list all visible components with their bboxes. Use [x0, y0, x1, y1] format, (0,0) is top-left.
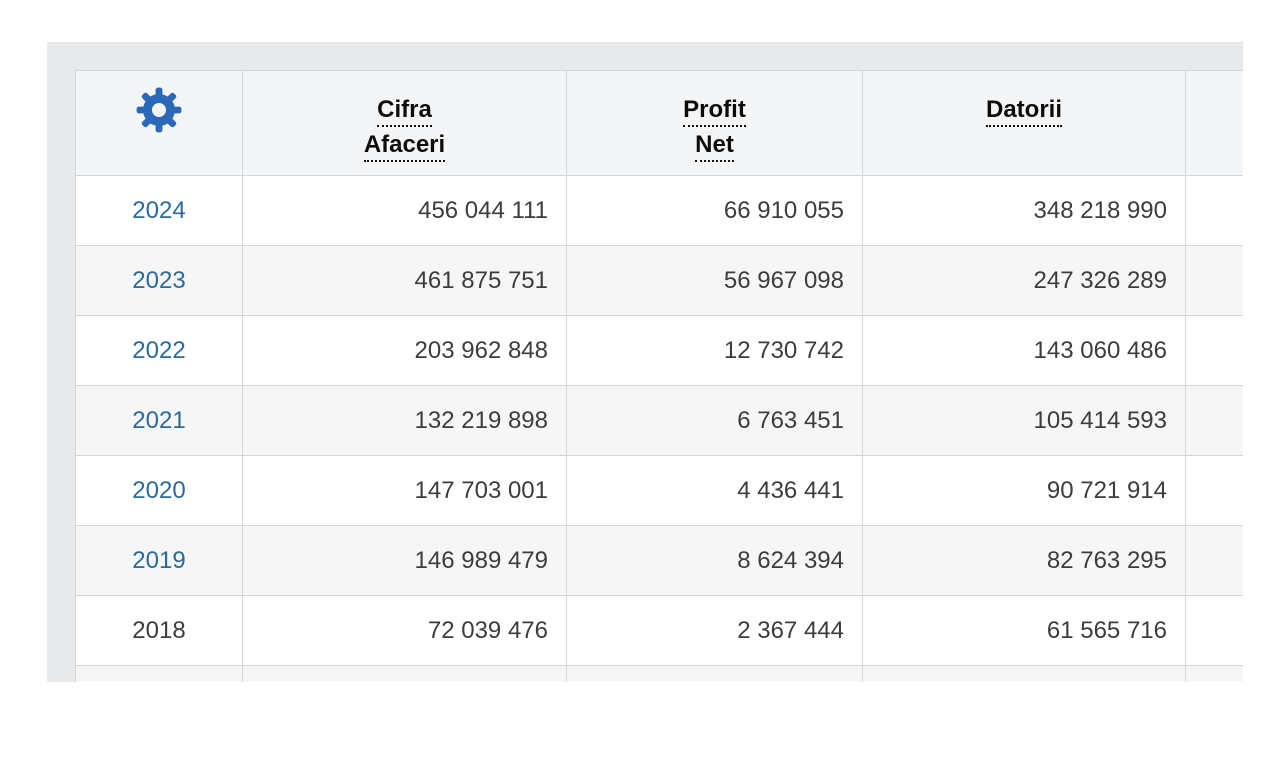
extra-value: [1186, 526, 1244, 596]
cell-value: 66 910 055: [723, 196, 844, 224]
table-row: [76, 456, 1244, 526]
cell-value: 8 624 394: [737, 546, 844, 574]
year-link[interactable]: 2024: [132, 196, 186, 224]
cell-value: 12 730 742: [723, 336, 844, 364]
column-header-datorii[interactable]: [863, 71, 1186, 176]
profit_net-value: [567, 526, 863, 596]
cell-value: 203 962 848: [414, 336, 548, 364]
cell-value: 90 721 914: [1046, 476, 1167, 504]
extra-value: [1186, 246, 1244, 316]
datorii-value: [863, 246, 1186, 316]
table-row: [76, 596, 1244, 666]
cell-value: 147 703 001: [414, 476, 548, 504]
year-cell: [76, 526, 243, 596]
financials-table: [75, 70, 1243, 682]
cell-value: 146 989 479: [414, 546, 548, 574]
extra-value: [1186, 386, 1244, 456]
content-panel: [47, 42, 1243, 682]
table-row: [76, 526, 1244, 596]
year-cell: [76, 176, 243, 246]
datorii-value: [863, 526, 1186, 596]
year-link[interactable]: 2022: [132, 336, 186, 364]
header-label-line: Datorii: [864, 92, 1184, 127]
profit_net-value: [567, 176, 863, 246]
cell-value: 247 326 289: [1033, 266, 1167, 294]
profit_net-value: [567, 386, 863, 456]
table-row-partial: [76, 666, 1244, 683]
cell-value: 2 367 444: [737, 616, 844, 644]
year-cell: [76, 246, 243, 316]
cifra_afaceri-value: [243, 246, 567, 316]
cell-value: 61 565 716: [1046, 616, 1167, 644]
cell-value: 56 967 098: [723, 266, 844, 294]
column-header-cifra_afaceri[interactable]: [243, 71, 567, 176]
cell-value: 461 875 751: [414, 266, 548, 294]
year-link[interactable]: 2021: [132, 406, 186, 434]
cifra_afaceri-value: [243, 596, 567, 666]
datorii-value: [863, 456, 1186, 526]
cell-value: 456 044 111: [418, 196, 548, 224]
column-header-profit_net[interactable]: [567, 71, 863, 176]
cifra_afaceri-value: [243, 386, 567, 456]
cell-value: 82 763 295: [1046, 546, 1167, 574]
cell-value: 132 219 898: [414, 406, 548, 434]
cell-value: 72 039 476: [427, 616, 548, 644]
profit_net-value: [567, 456, 863, 526]
table-header-row: [76, 71, 1244, 176]
extra-value: [1186, 176, 1244, 246]
table-row: [76, 176, 1244, 246]
cell-value: 143 060 486: [1033, 336, 1167, 364]
table-row: [76, 246, 1244, 316]
header-label-line: Profit: [568, 92, 861, 127]
column-header-year[interactable]: [76, 71, 243, 176]
table-body: [76, 176, 1244, 683]
empty-cell: [1186, 666, 1244, 683]
year-link[interactable]: 2020: [132, 476, 186, 504]
year-cell: [76, 456, 243, 526]
datorii-value: [863, 596, 1186, 666]
extra-value: [1186, 596, 1244, 666]
year-cell: [76, 596, 243, 666]
year-link[interactable]: 2019: [132, 546, 186, 574]
profit_net-value: [567, 596, 863, 666]
empty-cell: [567, 666, 863, 683]
year-link[interactable]: 2023: [132, 266, 186, 294]
year-cell: [76, 316, 243, 386]
cifra_afaceri-value: [243, 176, 567, 246]
datorii-value: [863, 316, 1186, 386]
table-row: [76, 386, 1244, 456]
empty-cell: [863, 666, 1186, 683]
gear-icon[interactable]: [135, 86, 183, 144]
cifra_afaceri-value: [243, 456, 567, 526]
table-row: [76, 316, 1244, 386]
cell-value: 4 436 441: [737, 476, 844, 504]
year-cell: [76, 386, 243, 456]
extra-value: [1186, 456, 1244, 526]
profit_net-value: [567, 316, 863, 386]
extra-value: [1186, 316, 1244, 386]
column-header-extra: [1186, 71, 1244, 176]
datorii-value: [863, 176, 1186, 246]
empty-cell: [243, 666, 567, 683]
year-label: 2018: [132, 616, 186, 644]
header-label-line: Afaceri: [244, 127, 565, 162]
empty-cell: [76, 666, 243, 683]
profit_net-value: [567, 246, 863, 316]
datorii-value: [863, 386, 1186, 456]
cell-value: 348 218 990: [1033, 196, 1167, 224]
header-label-line: Net: [568, 127, 861, 162]
table-header: [76, 71, 1244, 176]
cell-value: 6 763 451: [737, 406, 844, 434]
cifra_afaceri-value: [243, 526, 567, 596]
header-label-line: Cifra: [244, 92, 565, 127]
cifra_afaceri-value: [243, 316, 567, 386]
cell-value: 105 414 593: [1033, 406, 1167, 434]
